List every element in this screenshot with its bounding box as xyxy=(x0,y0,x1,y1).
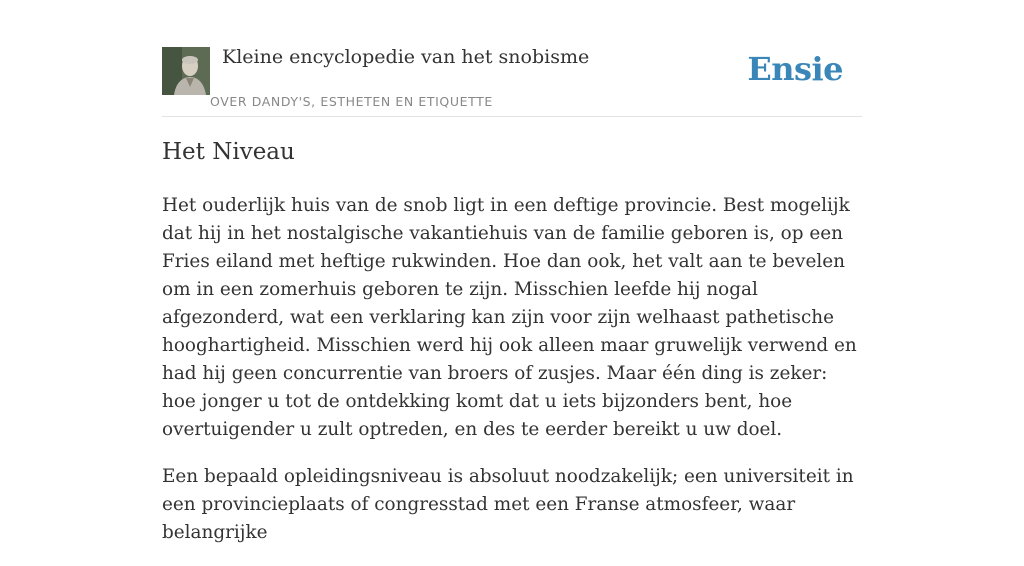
post-paragraph: Een bepaald opleidingsniveau is absoluut noodzakelijk; een universiteit in een provincieplaats of congresstad met een Franse atmosfeer, waar belangrijke xyxy=(162,466,854,543)
blog-title-link[interactable]: Kleine encyclopedie van het snobisme xyxy=(222,46,590,68)
post-paragraph: Het ouderlijk huis van de snob ligt in een deftige provincie. Best mogelijk dat hij in het nostalgische vakantiehuis van de familie geboren is, op een Fries eiland met heftige rukwinden. Hoe dan ook, het valt aan te bevelen om in een zomerhuis geboren te zijn. Misschien leefde hij nogal afgezonderd, wat een verklaring kan zijn voor zijn welhaast pathetische hooghartigheid. Misschien werd hij ook alleen maar gruwelijk verwend en had hij geen concurrentie van broers of zusjes. Maar één ding is zeker: hoe jonger u tot de ontdekking komt dat u iets bijzonders bent, hoe overtuigender u zult optreden, en des te eerder bereikt u uw doel. xyxy=(162,195,857,440)
author-portrait-icon xyxy=(162,47,210,95)
main-content xyxy=(162,0,862,543)
blog-header xyxy=(162,0,862,117)
post-title: Het Niveau xyxy=(162,139,295,165)
post-body xyxy=(162,192,866,566)
author-avatar[interactable] xyxy=(162,47,210,95)
blog-subtitle: OVER DANDY'S, ESTHETEN EN ETIQUETTE xyxy=(210,94,493,109)
ensie-logo-link[interactable]: Ensie xyxy=(747,50,843,88)
